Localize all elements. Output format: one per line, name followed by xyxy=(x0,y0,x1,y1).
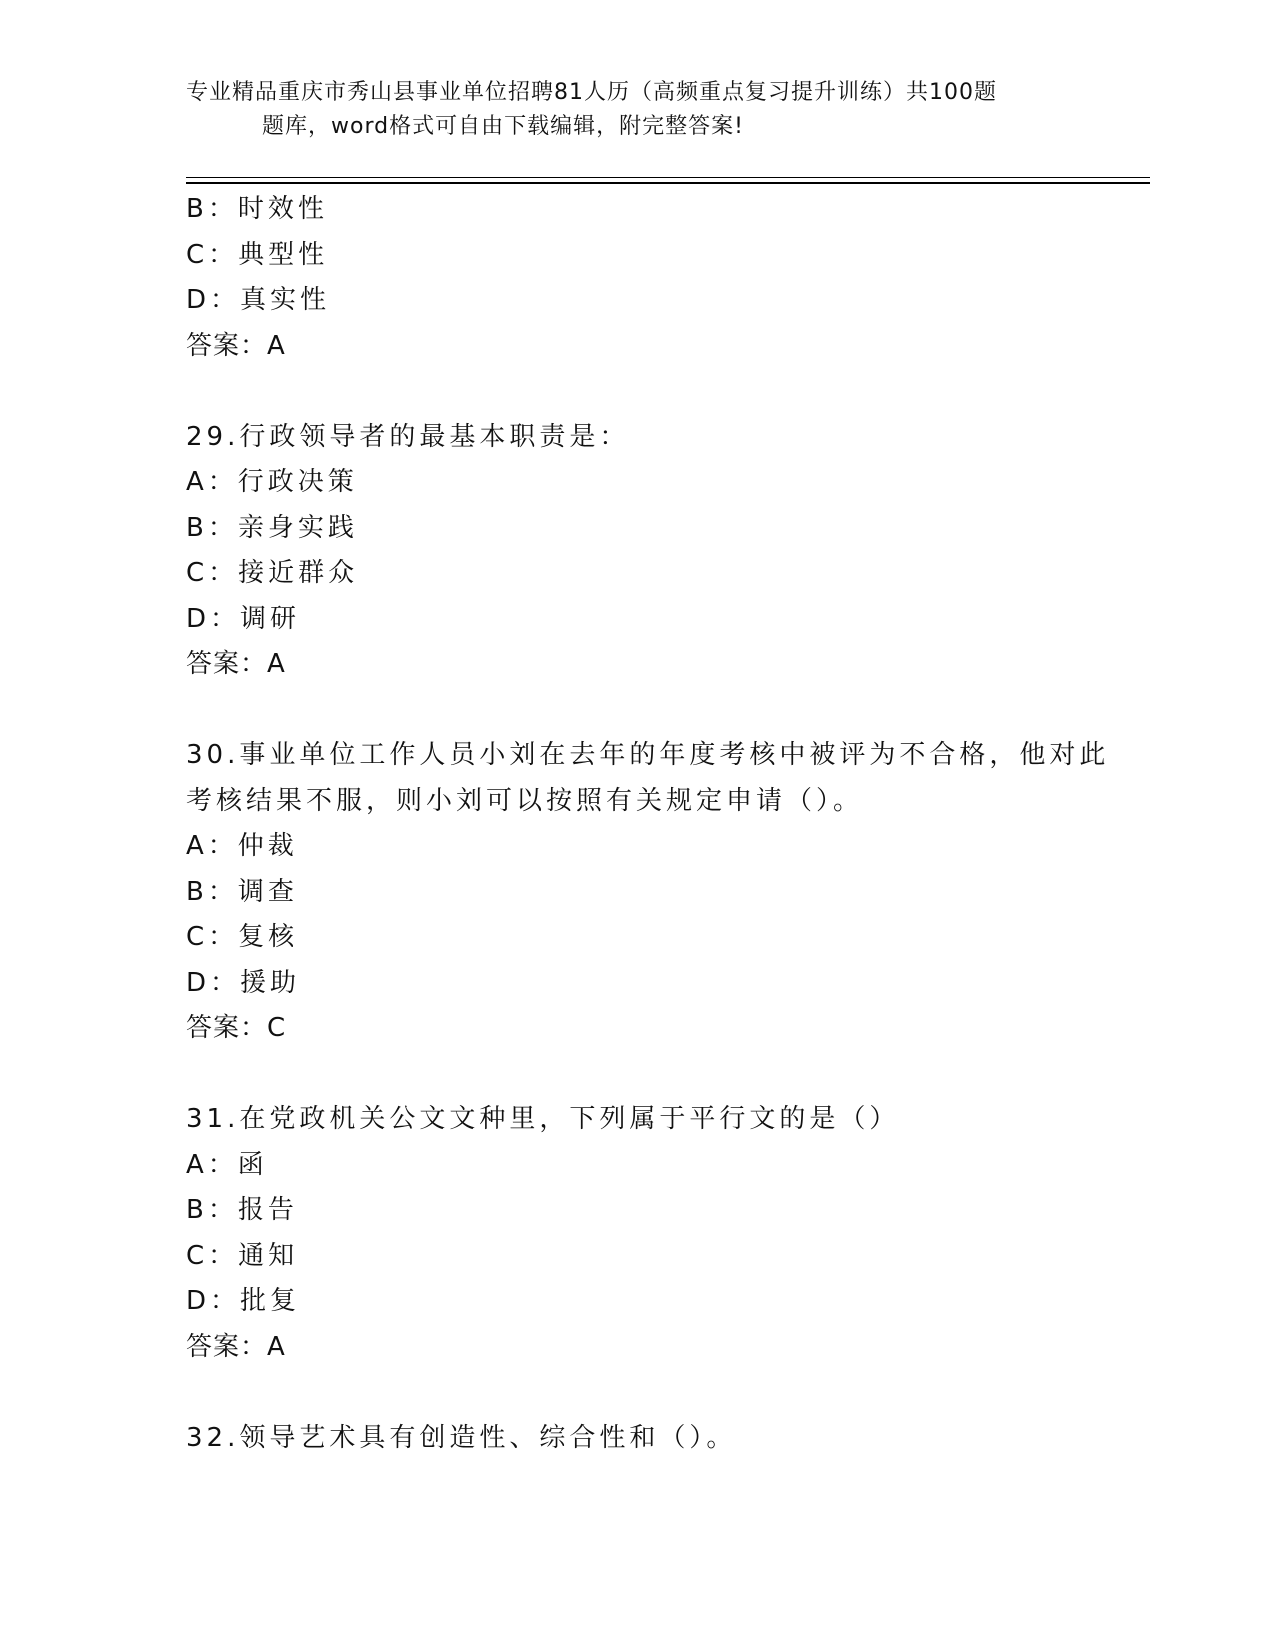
spacer xyxy=(186,688,1086,734)
option-c: C：通知 xyxy=(186,1240,299,1271)
answer: 答案：A xyxy=(186,649,286,679)
option-a: A：行政决策 xyxy=(186,467,358,497)
option-d: D：调研 xyxy=(186,603,301,634)
option-b: B：时效性 xyxy=(186,194,328,224)
option-b: B：报告 xyxy=(186,1195,298,1225)
option-d: D：批复 xyxy=(186,1286,301,1316)
spacer xyxy=(186,1052,1086,1098)
option-b: B：亲身实践 xyxy=(186,512,358,543)
question-text: 31.在党政机关公文文种里，下列属于平行文的是（） xyxy=(186,1104,900,1134)
spacer xyxy=(186,369,1086,415)
option-b: B：调查 xyxy=(186,876,298,907)
header-divider-thick xyxy=(186,182,1150,184)
question-text-line1: 30.事业单位工作人员小刘在去年的年度考核中被评为不合格，他对此 xyxy=(186,740,1110,770)
answer: 答案：C xyxy=(186,1013,287,1043)
question-32-block xyxy=(186,1416,1086,1462)
question-text-line2: 考核结果不服，则小刘可以按照有关规定申请（）。 xyxy=(186,785,864,816)
question-28-block xyxy=(186,187,1086,369)
option-a: A：仲裁 xyxy=(186,831,298,861)
option-c: C：接近群众 xyxy=(186,558,359,588)
question-text: 32.领导艺术具有创造性、综合性和（）。 xyxy=(186,1422,737,1453)
question-29-block xyxy=(186,415,1086,688)
question-30-block xyxy=(186,733,1110,1052)
question-31-block xyxy=(186,1097,1086,1370)
answer: 答案：A xyxy=(186,330,286,361)
option-d: D：援助 xyxy=(186,967,301,998)
header-title-line2: 题库，word格式可自由下载编辑，附完整答案! xyxy=(262,114,744,139)
option-a: A：函 xyxy=(186,1149,268,1180)
answer: 答案：A xyxy=(186,1331,286,1362)
document-header xyxy=(186,76,1066,144)
question-list xyxy=(186,187,1110,1461)
header-divider-thin xyxy=(186,177,1150,178)
option-c: C：复核 xyxy=(186,922,299,952)
question-text: 29.行政领导者的最基本职责是： xyxy=(186,421,630,452)
option-c: C：典型性 xyxy=(186,239,329,270)
spacer xyxy=(186,1370,1086,1416)
header-title-line1: 专业精品重庆市秀山县事业单位招聘81人历（高频重点复习提升训练）共100题 xyxy=(186,80,997,105)
option-d: D：真实性 xyxy=(186,285,331,315)
